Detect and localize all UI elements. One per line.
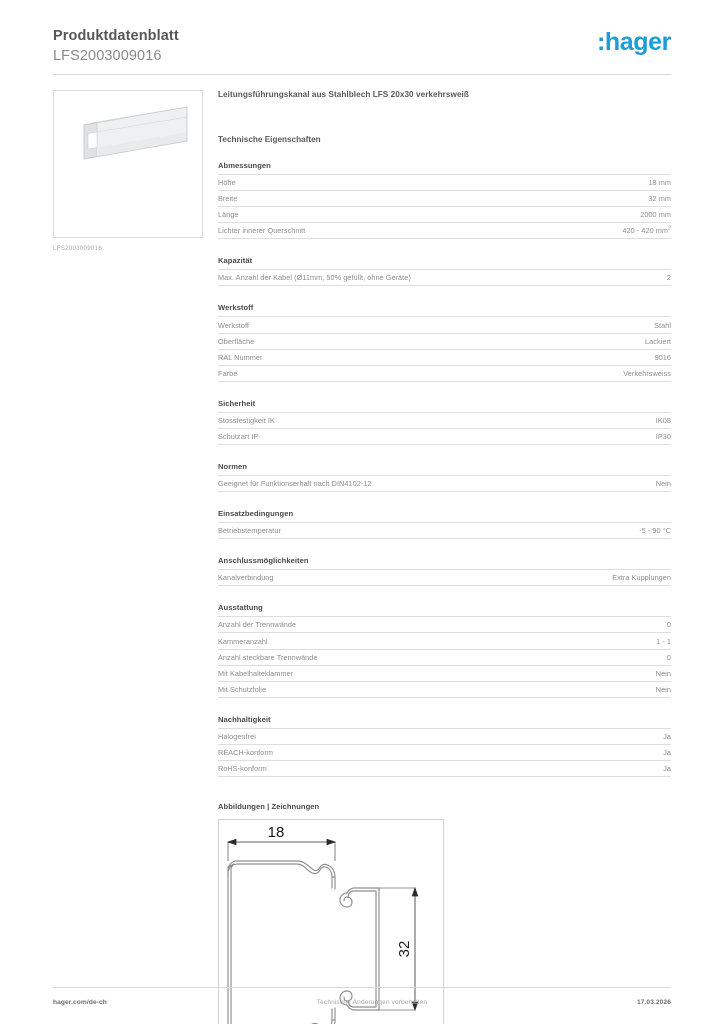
- spec-row: [218, 649, 671, 665]
- spec-row: [218, 632, 671, 648]
- spec-label: Höhe: [218, 178, 236, 188]
- footer-website[interactable]: hager.com/de-ch: [53, 999, 107, 1006]
- spec-section: [218, 715, 671, 777]
- footer-disclaimer: Technische Änderungen vorbehalten: [316, 999, 428, 1006]
- spec-row: [218, 222, 671, 239]
- spec-label: Max. Anzahl der Kabel (Ø11mm, 50% gefüllt, ohne Geräte): [218, 273, 411, 283]
- product-image: [53, 90, 203, 238]
- spec-section-title: Normen: [218, 462, 247, 472]
- spec-value: Nein: [655, 479, 671, 489]
- spec-section: [218, 256, 671, 286]
- spec-value: -5 - 90 °C: [639, 526, 671, 536]
- spec-value: Nein: [655, 684, 671, 694]
- spec-section-title: Werkstoff: [218, 303, 254, 313]
- spec-label: RAL Nummer: [218, 352, 263, 362]
- page-header: [53, 26, 671, 66]
- spec-value: 18 mm: [648, 178, 671, 188]
- spec-section-title: Ausstattung: [218, 603, 263, 613]
- dimension-height-label: 32: [396, 940, 413, 958]
- spec-row: [218, 569, 671, 586]
- cross-section-drawing: [219, 820, 443, 1024]
- spec-row: [218, 665, 671, 681]
- spec-section: [218, 399, 671, 445]
- spec-section: [218, 556, 671, 586]
- spec-label: Anzahl der Trennwände: [218, 620, 297, 630]
- drawings-heading: Abbildungen | Zeichnungen: [218, 802, 320, 812]
- spec-label: Stossfestigkeit IK: [218, 415, 275, 425]
- spec-value: Nein: [655, 668, 671, 678]
- spec-section: [218, 303, 671, 381]
- spec-section: [218, 509, 671, 539]
- spec-row: [218, 428, 671, 445]
- spec-value: Ja: [663, 747, 671, 757]
- spec-value: 0: [666, 620, 671, 630]
- spec-row: [218, 728, 671, 744]
- spec-row: [218, 681, 671, 698]
- spec-row: [218, 744, 671, 760]
- spec-label: Breite: [218, 194, 238, 204]
- specification-sections: [218, 161, 671, 777]
- header-divider: [53, 74, 671, 75]
- page-footer: [53, 999, 671, 1006]
- spec-label: REACH-konform: [218, 747, 273, 757]
- spec-label: Oberfläche: [218, 336, 255, 346]
- spec-label: Kanalverbindung: [218, 573, 274, 583]
- spec-value: 2: [666, 273, 671, 283]
- spec-value: 2000 mm: [640, 210, 671, 220]
- spec-value-text: 420 - 420 mm: [622, 226, 669, 236]
- title-block: [53, 26, 179, 66]
- spec-label: Farbe: [218, 368, 238, 378]
- spec-value: IP30: [655, 432, 671, 442]
- spec-value: 0: [666, 652, 671, 662]
- spec-section-title: Einsatzbedingungen: [218, 509, 294, 519]
- spec-section-title: Anschlussmöglichkeiten: [218, 556, 309, 566]
- spec-row: [218, 316, 671, 332]
- spec-value: Ja: [663, 764, 671, 774]
- spec-value: Verkehrsweiss: [623, 368, 671, 378]
- product-image-caption: LFS2003009016: [53, 245, 103, 252]
- spec-row: [218, 190, 671, 206]
- spec-label: Anzahl steckbare Trennwände: [218, 652, 318, 662]
- spec-label: Mit Kabelhalteklammer: [218, 668, 294, 678]
- spec-row: [218, 475, 671, 492]
- main-content: [218, 90, 671, 1024]
- product-reference: LFS2003009016: [53, 48, 162, 64]
- spec-row: [218, 365, 671, 382]
- spec-value: Extra Kupplungen: [612, 573, 671, 583]
- spec-row: [218, 206, 671, 222]
- spec-label: Geeignet für Funktionserhalt nach DIN4102-12: [218, 479, 372, 489]
- spec-value: Lackiert: [645, 336, 671, 346]
- page-title: Produktdatenblatt: [53, 28, 179, 44]
- footer-divider: [53, 987, 671, 988]
- spec-label: Werkstoff: [218, 320, 249, 330]
- spec-row: [218, 760, 671, 777]
- spec-label: Betriebstemperatur: [218, 526, 281, 536]
- spec-row: [218, 349, 671, 365]
- spec-value: 9016: [654, 352, 671, 362]
- spec-label: Halogenfrei: [218, 731, 256, 741]
- spec-row: [218, 333, 671, 349]
- spec-section: [218, 462, 671, 492]
- spec-section-title: Abmessungen: [218, 161, 271, 170]
- spec-section-title: Nachhaltigkeit: [218, 714, 271, 724]
- spec-section: [218, 161, 671, 239]
- spec-row: [218, 616, 671, 632]
- spec-label: Lichter innerer Querschnitt: [218, 226, 306, 236]
- spec-value: IK08: [655, 415, 671, 425]
- spec-value: [622, 226, 671, 235]
- spec-row: [218, 269, 671, 286]
- dimension-width-label: 18: [267, 824, 285, 842]
- spec-label: Länge: [218, 210, 239, 220]
- drawings-section: [218, 802, 671, 1024]
- technical-properties-heading: Technische Eigenschaften: [218, 135, 321, 144]
- spec-value: Ja: [663, 731, 671, 741]
- spec-section-title: Sicherheit: [218, 398, 256, 408]
- spec-row: [218, 522, 671, 539]
- footer-date: 17.03.2026: [636, 999, 671, 1006]
- spec-value: Stahl: [654, 320, 671, 330]
- spec-value: 1 - 1: [656, 636, 671, 646]
- product-name: Leitungsführungskanal aus Stahlblech LFS 20x30 verkehrsweiß: [218, 90, 469, 99]
- spec-row: [218, 174, 671, 190]
- spec-section: [218, 603, 671, 697]
- trunking-illustration: [54, 91, 202, 237]
- hager-logo: :hager: [596, 28, 671, 56]
- spec-value: 32 mm: [648, 194, 671, 204]
- spec-label: RoHS-konform: [218, 764, 267, 774]
- spec-label: Kammeranzahl: [218, 636, 268, 646]
- spec-row: [218, 412, 671, 428]
- technical-drawing: [218, 819, 444, 1024]
- spec-label: Mit Schutzfolie: [218, 684, 267, 694]
- product-image-block: [53, 90, 203, 252]
- spec-label: Schutzart IP: [218, 432, 259, 442]
- spec-section-title: Kapazität: [218, 256, 253, 266]
- spec-value-superscript: 2: [668, 225, 671, 232]
